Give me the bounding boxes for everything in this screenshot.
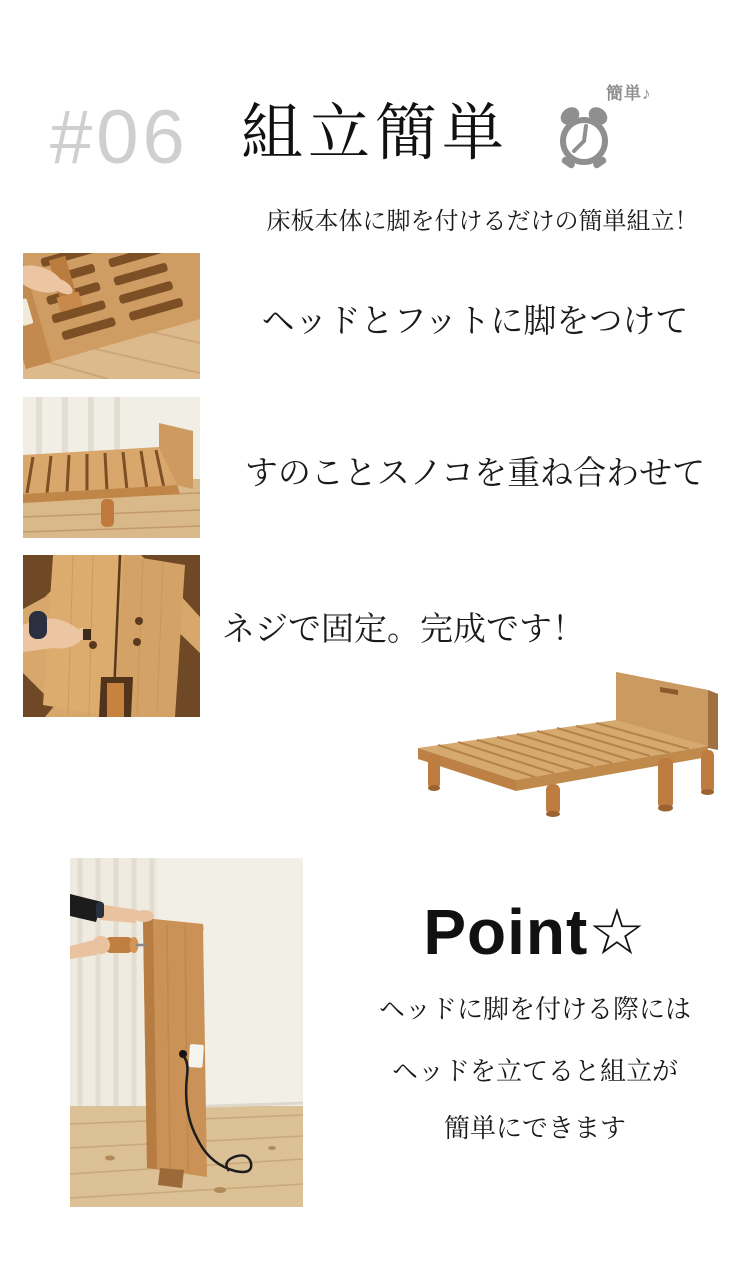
completed-bed-image — [408, 660, 730, 822]
step3-photo — [23, 555, 200, 717]
point-heading: Point☆ — [423, 896, 647, 968]
point-photo — [70, 858, 303, 1207]
step2-photo — [23, 397, 200, 538]
step2-caption: すのことスノコを重ね合わせて — [244, 454, 706, 491]
point-line: ヘッドに脚を付ける際には — [378, 994, 691, 1024]
point-line: ヘッドを立てると組立が — [391, 1056, 678, 1086]
step1-caption: ヘッドとフットに脚をつけて — [261, 302, 689, 339]
point-line: 簡単にできます — [443, 1113, 626, 1143]
step1-photo — [23, 253, 200, 379]
alarm-clock-icon — [553, 103, 615, 171]
step3-caption: ネジで固定。完成です！ — [222, 610, 585, 647]
section-subtitle: 床板本体に脚を付けるだけの簡単組立！ — [266, 208, 699, 235]
section-title: 組立簡単 — [240, 99, 509, 168]
clock-note-label: 簡単♪ — [606, 84, 652, 103]
section-number: #06 — [50, 95, 189, 180]
